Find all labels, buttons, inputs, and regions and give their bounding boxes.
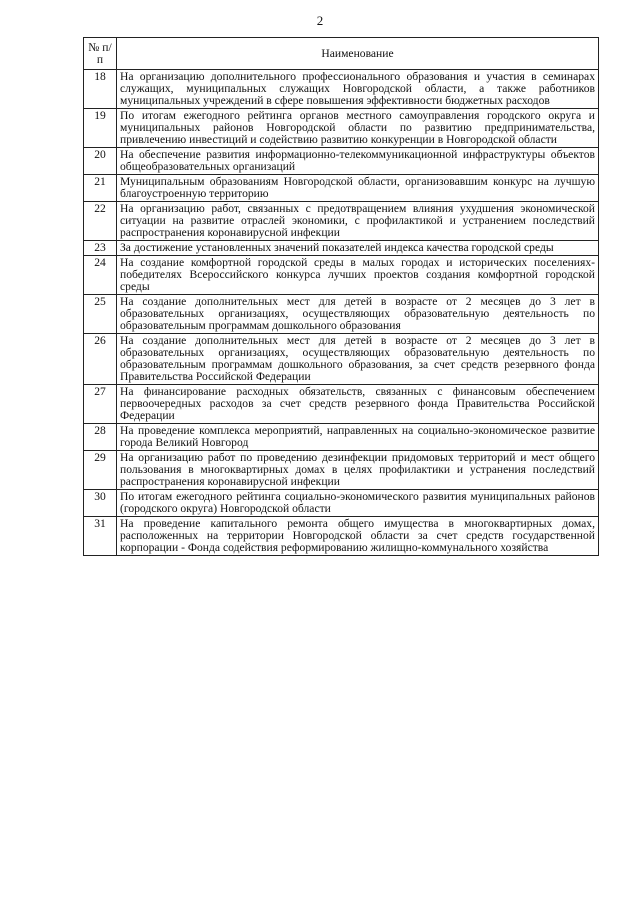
row-number: 18 xyxy=(84,70,117,109)
table-row xyxy=(84,517,599,556)
row-name: За достижение установленных значений показателей индекса качества городской среды xyxy=(117,241,599,256)
table-body xyxy=(84,70,599,556)
row-number: 31 xyxy=(84,517,117,556)
row-name: На создание комфортной городской среды в малых городах и исторических поселениях-победителях Всероссийского конкурса лучших проектов создания комфортной городской среды xyxy=(117,256,599,295)
table-row xyxy=(84,256,599,295)
row-number: 25 xyxy=(84,295,117,334)
row-name: На проведение комплекса мероприятий, направленных на социально-экономическое развитие города Великий Новгород xyxy=(117,424,599,451)
page-number: 2 xyxy=(316,13,324,28)
table-header-row xyxy=(84,38,599,70)
header-number: № п/п xyxy=(84,38,117,70)
table-row xyxy=(84,148,599,175)
row-name: На обеспечение развития информационно-телекоммуникационной инфраструктуры объектов общеобразовательных организаций xyxy=(117,148,599,175)
row-name: По итогам ежегодного рейтинга социально-экономического развития муниципальных районов (городского округа) Новгородской области xyxy=(117,490,599,517)
row-number: 28 xyxy=(84,424,117,451)
table-row xyxy=(84,241,599,256)
subsidy-table xyxy=(83,37,599,556)
row-name: На организацию работ, связанных с предотвращением влияния ухудшения экономической ситуации на развитие отраслей экономики, с профилактикой и устранением последствий распространения коронавирусной инфекции xyxy=(117,202,599,241)
table-row xyxy=(84,334,599,385)
table-row xyxy=(84,490,599,517)
row-name: На организацию работ по проведению дезинфекции придомовых территорий и мест общего пользования в многоквартирных домах в целях профилактики и устранения последствий распространения коронавирусной инфекции xyxy=(117,451,599,490)
row-name: Муниципальным образованиям Новгородской области, организовавшим конкурс на лучшую благоустроенную территорию xyxy=(117,175,599,202)
row-name: На создание дополнительных мест для детей в возрасте от 2 месяцев до 3 лет в образовательных организациях, осуществляющих образовательную деятельность по образовательным программам дошкольного образования xyxy=(117,295,599,334)
table-row xyxy=(84,175,599,202)
row-number: 23 xyxy=(84,241,117,256)
row-number: 19 xyxy=(84,109,117,148)
row-number: 24 xyxy=(84,256,117,295)
row-number: 21 xyxy=(84,175,117,202)
table-row xyxy=(84,109,599,148)
table-row xyxy=(84,202,599,241)
table-row xyxy=(84,70,599,109)
row-number: 30 xyxy=(84,490,117,517)
row-name: На финансирование расходных обязательств, связанных с финансовым обеспечением первоочередных расходов за счет средств резервного фонда Правительства Российской Федерации xyxy=(117,385,599,424)
row-number: 22 xyxy=(84,202,117,241)
row-name: На создание дополнительных мест для детей в возрасте от 2 месяцев до 3 лет в образовательных организациях, осуществляющих образовательную деятельность по образовательным программам дошкольного образования, за счет средств резервного фонда Правительства Российской Федерации xyxy=(117,334,599,385)
row-name: На организацию дополнительного профессионального образования и участия в семинарах служащих, муниципальных служащих Новгородской области, а также работников муниципальных учреждений в сфере повышения эффективности бюджетных расходов xyxy=(117,70,599,109)
header-name: Наименование xyxy=(117,38,599,70)
table-row xyxy=(84,451,599,490)
table-row xyxy=(84,295,599,334)
table-row xyxy=(84,424,599,451)
row-number: 27 xyxy=(84,385,117,424)
row-number: 29 xyxy=(84,451,117,490)
row-number: 26 xyxy=(84,334,117,385)
row-number: 20 xyxy=(84,148,117,175)
row-name: На проведение капитального ремонта общего имущества в многоквартирных домах, расположенных на территории Новгородской области за счет средств государственной корпорации - Фонда содействия реформированию жилищно-коммунального хозяйства xyxy=(117,517,599,556)
row-name: По итогам ежегодного рейтинга органов местного самоуправления городского округа и муниципальных районов Новгородской области по развитию предпринимательства, привлечению инвестиций и содействию развитию конкуренции в Новгородской области xyxy=(117,109,599,148)
table-row xyxy=(84,385,599,424)
